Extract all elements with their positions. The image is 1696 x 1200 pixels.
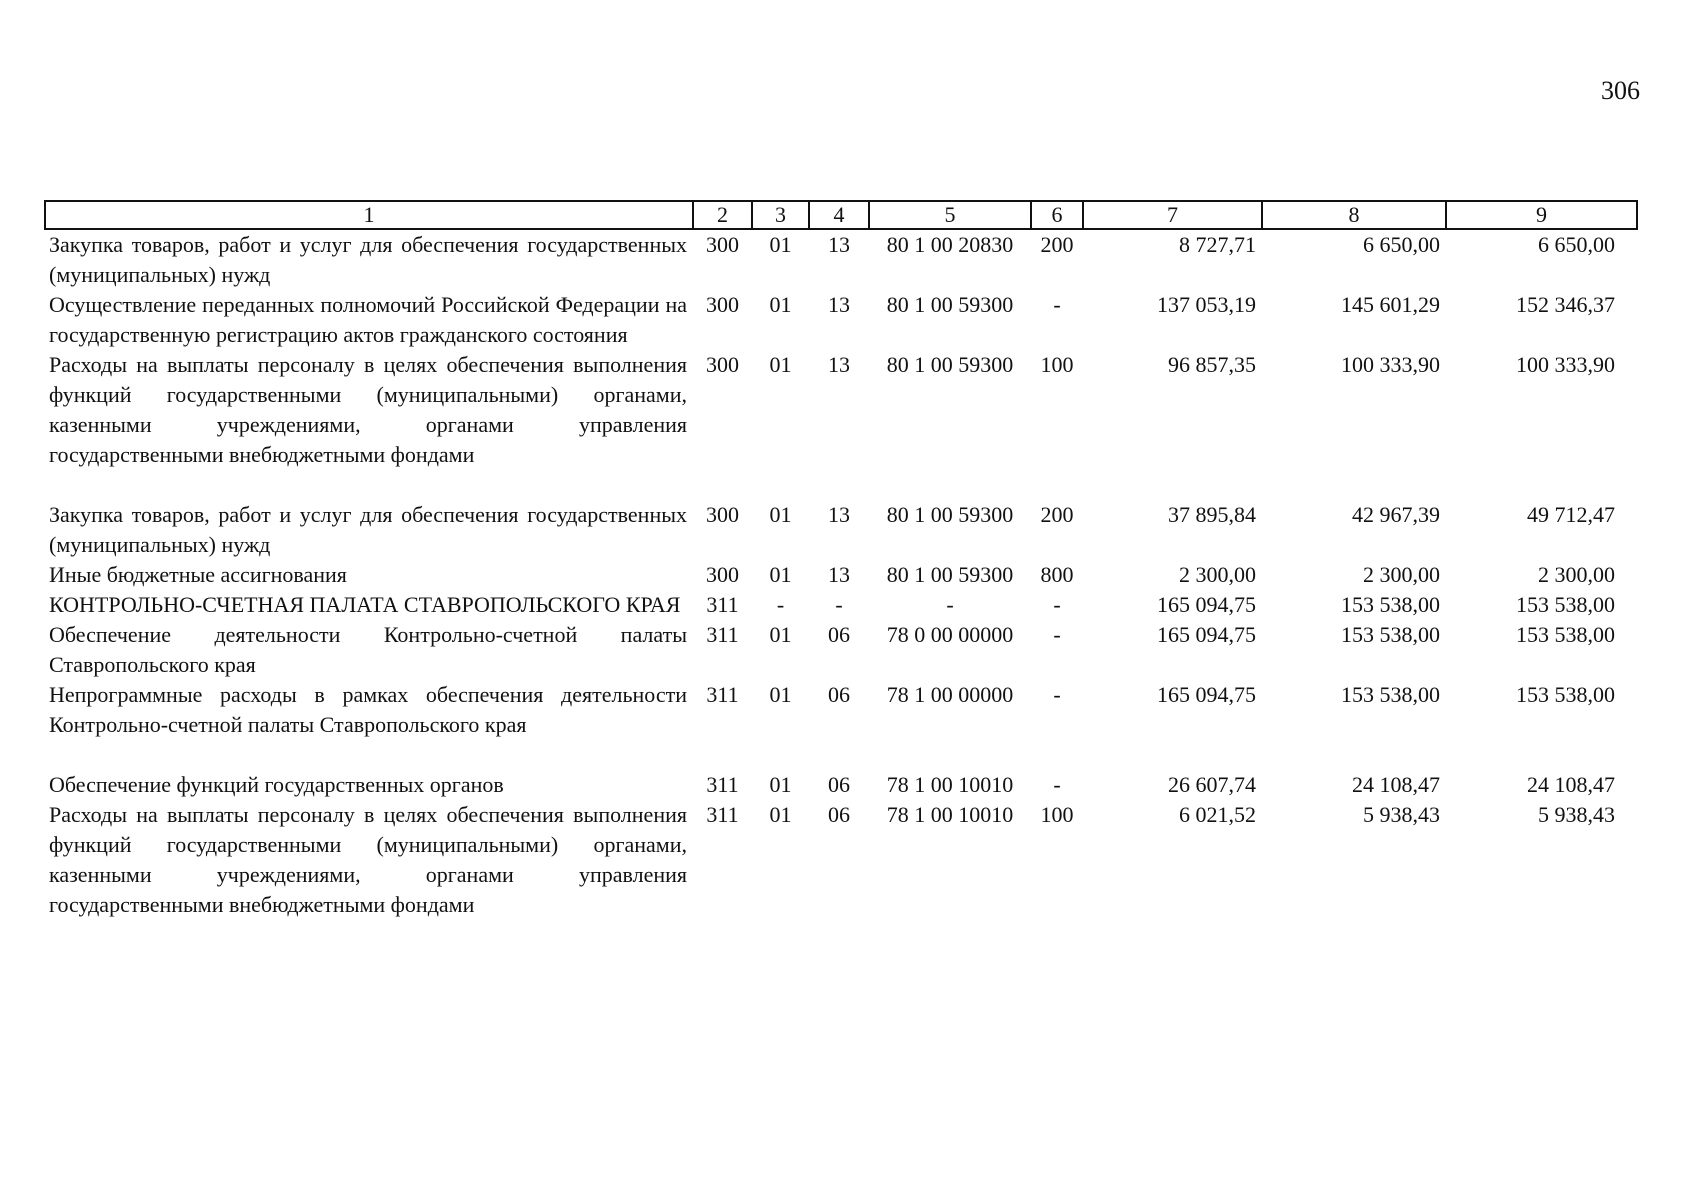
ministry-code: 311 — [706, 802, 739, 827]
amount-col8: 6 650,00 — [1363, 232, 1440, 257]
target-article-code: 80 1 00 20830 — [886, 232, 1014, 257]
table-row — [45, 800, 1637, 920]
ministry-code: 311 — [706, 682, 739, 707]
amount-col8: 153 538,00 — [1341, 682, 1440, 707]
row-name: Иные бюджетные ассигнования — [49, 562, 347, 587]
expense-type-code: - — [1053, 292, 1061, 317]
subsection-code: 06 — [828, 802, 850, 827]
table-row — [45, 350, 1637, 500]
subsection-code: 13 — [828, 292, 850, 317]
amount-col9: 24 108,47 — [1527, 772, 1615, 797]
column-header: 1 — [45, 201, 693, 229]
amount-col8: 2 300,00 — [1363, 562, 1440, 587]
target-article-code: 78 0 00 00000 — [886, 622, 1014, 647]
ministry-code: 311 — [706, 592, 739, 617]
ministry-code: 300 — [706, 292, 739, 317]
amount-col8: 100 333,90 — [1341, 352, 1440, 377]
row-name: Закупка товаров, работ и услуг для обеспечения государственных (муниципальных) нужд — [49, 232, 687, 287]
subsection-code: 13 — [828, 352, 850, 377]
section-code: 01 — [769, 352, 792, 377]
amount-col7: 26 607,74 — [1168, 772, 1256, 797]
section-code: 01 — [769, 502, 792, 527]
subsection-code: 13 — [828, 502, 850, 527]
row-name: Закупка товаров, работ и услуг для обеспечения государственных (муниципальных) нужд — [49, 502, 687, 557]
row-name: Непрограммные расходы в рамках обеспечения деятельности Контрольно-счетной палаты Ставропольского края — [49, 682, 687, 737]
subsection-code: 13 — [828, 562, 850, 587]
row-name: Расходы на выплаты персоналу в целях обеспечения выполнения функций государственными (муниципальными) органами, казенными учреждениями, органами управления государственными внебюджетными фондами — [49, 802, 687, 917]
amount-col7: 137 053,19 — [1157, 292, 1256, 317]
amount-col9: 49 712,47 — [1527, 502, 1615, 527]
ministry-code: 300 — [706, 502, 739, 527]
expense-type-code: - — [1053, 682, 1061, 707]
amount-col7: 2 300,00 — [1179, 562, 1256, 587]
row-name: Обеспечение деятельности Контрольно-счетной палаты Ставропольского края — [49, 622, 687, 677]
target-article-code: - — [946, 592, 954, 617]
expense-type-code: - — [1053, 622, 1061, 647]
table-row — [45, 620, 1637, 680]
subsection-code: 06 — [828, 682, 850, 707]
target-article-code: 78 1 00 10010 — [886, 772, 1014, 797]
expense-type-code: 100 — [1040, 352, 1074, 377]
column-header: 7 — [1083, 201, 1262, 229]
section-code: - — [776, 592, 785, 617]
expense-type-code: 200 — [1040, 502, 1074, 527]
column-header: 8 — [1262, 201, 1446, 229]
target-article-code: 80 1 00 59300 — [886, 502, 1014, 527]
expense-type-code: 800 — [1040, 562, 1074, 587]
row-name: Обеспечение функций государственных органов — [49, 772, 504, 797]
row-name: Расходы на выплаты персоналу в целях обеспечения выполнения функций государственными (муниципальными) органами, казенными учреждениями, органами управления государственными внебюджетными фондами — [49, 352, 687, 467]
target-article-code: 80 1 00 59300 — [886, 292, 1014, 317]
column-header: 5 — [869, 201, 1031, 229]
table-row — [45, 500, 1637, 560]
expense-type-code: 200 — [1040, 232, 1074, 257]
expense-type-code: - — [1053, 592, 1061, 617]
subsection-code: 06 — [828, 622, 850, 647]
section-code: 01 — [769, 232, 792, 257]
table-row — [45, 290, 1637, 350]
section-code: 01 — [769, 292, 792, 317]
table-row — [45, 590, 1637, 620]
target-article-code: 80 1 00 59300 — [886, 352, 1014, 377]
section-code: 01 — [769, 562, 792, 587]
amount-col7: 37 895,84 — [1168, 502, 1256, 527]
column-header: 3 — [752, 201, 809, 229]
row-name: Осуществление переданных полномочий Российской Федерации на государственную регистрацию актов гражданского состояния — [49, 292, 687, 347]
section-code: 01 — [769, 772, 792, 797]
table-header-row — [45, 201, 1637, 229]
amount-col9: 2 300,00 — [1538, 562, 1615, 587]
ministry-code: 311 — [706, 772, 739, 797]
target-article-code: 80 1 00 59300 — [886, 562, 1014, 587]
section-code: 01 — [769, 802, 792, 827]
column-header: 6 — [1031, 201, 1083, 229]
amount-col7: 165 094,75 — [1157, 592, 1256, 617]
amount-col8: 5 938,43 — [1363, 802, 1440, 827]
amount-col9: 5 938,43 — [1538, 802, 1615, 827]
column-header: 9 — [1446, 201, 1637, 229]
column-header: 2 — [693, 201, 752, 229]
subsection-code: 13 — [828, 232, 850, 257]
table-row — [45, 229, 1637, 290]
target-article-code: 78 1 00 10010 — [886, 802, 1014, 827]
expense-type-code: 100 — [1040, 802, 1074, 827]
amount-col9: 153 538,00 — [1516, 592, 1615, 617]
amount-col7: 165 094,75 — [1157, 682, 1256, 707]
amount-col7: 6 021,52 — [1179, 802, 1256, 827]
amount-col7: 96 857,35 — [1168, 352, 1256, 377]
amount-col8: 153 538,00 — [1341, 622, 1440, 647]
section-code: 01 — [769, 682, 792, 707]
ministry-code: 300 — [706, 232, 739, 257]
amount-col8: 24 108,47 — [1352, 772, 1440, 797]
table-row — [45, 770, 1637, 800]
ministry-code: 311 — [706, 622, 739, 647]
amount-col9: 152 346,37 — [1516, 292, 1615, 317]
ministry-code: 300 — [706, 352, 739, 377]
amount-col9: 100 333,90 — [1516, 352, 1615, 377]
target-article-code: 78 1 00 00000 — [886, 682, 1014, 707]
ministry-code: 300 — [706, 562, 739, 587]
amount-col8: 42 967,39 — [1352, 502, 1440, 527]
column-header: 4 — [809, 201, 869, 229]
table-row — [45, 560, 1637, 590]
amount-col9: 6 650,00 — [1538, 232, 1615, 257]
amount-col8: 145 601,29 — [1341, 292, 1440, 317]
table-row — [45, 680, 1637, 770]
amount-col9: 153 538,00 — [1516, 622, 1615, 647]
page-number: 306 — [1601, 76, 1640, 105]
amount-col7: 8 727,71 — [1179, 232, 1256, 257]
budget-table — [44, 200, 1638, 920]
row-name: КОНТРОЛЬНО-СЧЕТНАЯ ПАЛАТА СТАВРОПОЛЬСКОГО КРАЯ — [49, 592, 681, 617]
expense-type-code: - — [1053, 772, 1061, 797]
subsection-code: 06 — [828, 772, 850, 797]
amount-col7: 165 094,75 — [1157, 622, 1256, 647]
section-code: 01 — [769, 622, 792, 647]
amount-col8: 153 538,00 — [1341, 592, 1440, 617]
amount-col9: 153 538,00 — [1516, 682, 1615, 707]
subsection-code: - — [835, 592, 843, 617]
